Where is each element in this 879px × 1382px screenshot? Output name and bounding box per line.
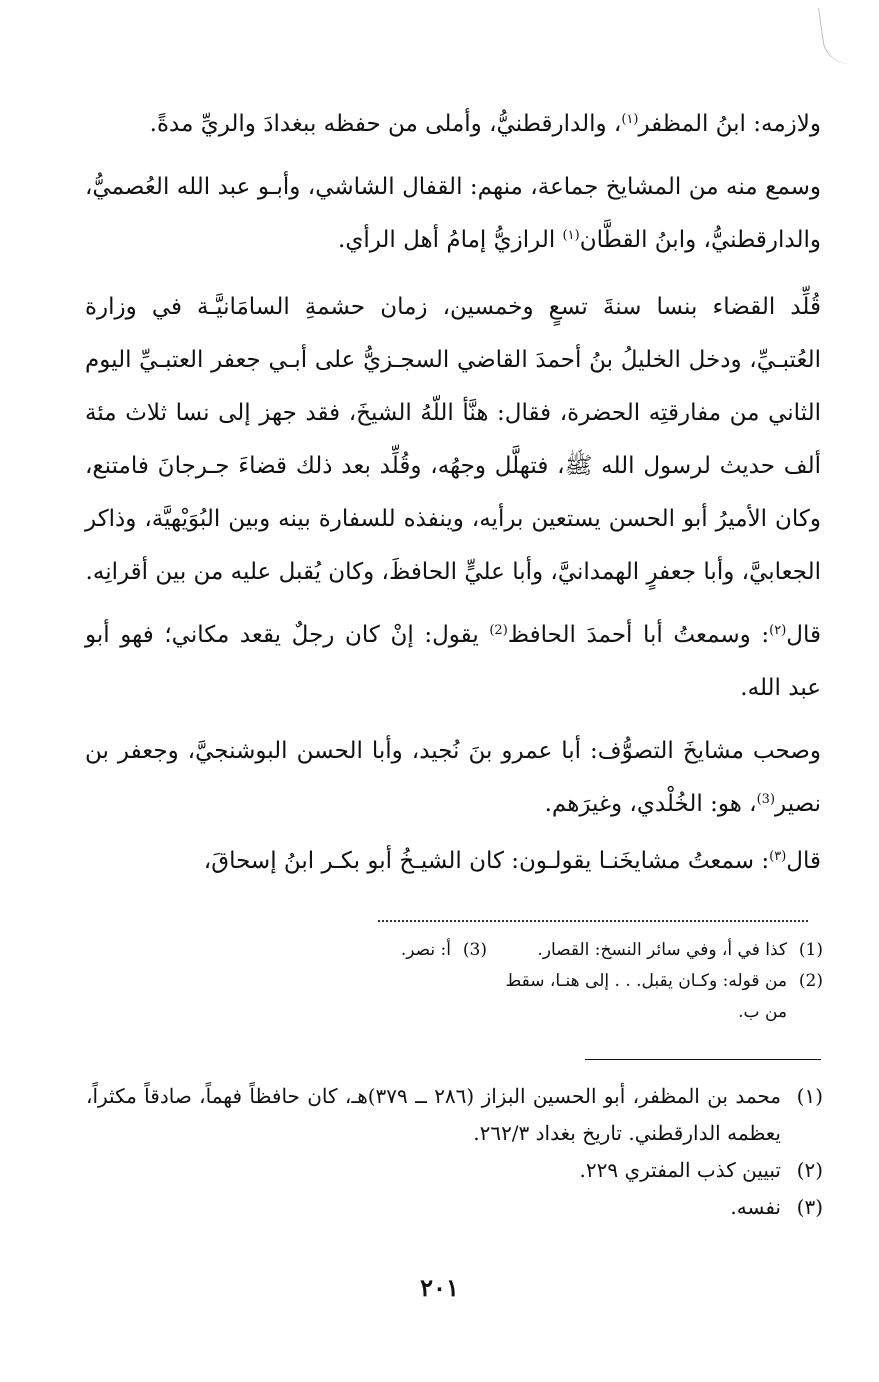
footnote-text: تبيين كذب المفتري ٢٢٩. — [579, 1158, 781, 1182]
footnote-number: (2) — [798, 971, 823, 991]
footnote-number: (٢) — [796, 1158, 823, 1182]
footnote-text: أ: نصر. — [400, 940, 451, 960]
footnote-ref: (١) — [562, 228, 580, 243]
footnote-text: محمد بن المظفر، أبو الحسين البزاز (٢٨٦ ــ ٣٧٩)هـ، كان حافظاً فهماً، صادقاً مكثراً، يعظمه الدارقطني. تاريخ بغداد ٢٦٢/٣. — [86, 1084, 782, 1145]
editor-footnote-row — [86, 935, 823, 966]
paragraph-4-text-mid: : وسمعتُ أبا أحمدَ الحافظ — [507, 622, 770, 648]
paragraph-6-text-end: : سمعتُ مشايخَنـا يقولـون: كان الشيـخُ أبو بكـر ابنُ إسحاقَ، — [203, 848, 770, 874]
footnote-number: (1) — [798, 940, 823, 960]
paragraph-6-text: قال — [786, 848, 821, 874]
footnote-text: نفسه. — [730, 1195, 781, 1219]
footnote-row — [86, 1152, 823, 1189]
footnote-separator — [585, 1059, 821, 1060]
page-footnotes — [86, 1078, 823, 1226]
page-number: ٢٠١ — [420, 1273, 459, 1302]
editor-footnote-row — [86, 966, 823, 997]
paragraph-4-text: قال — [786, 622, 821, 648]
paragraph-1-text-end: ، والدارقطنيُّ، وأملى من حفظه ببغدادَ والريِّ مدةً. — [149, 111, 622, 137]
paragraph-5 — [85, 725, 821, 831]
footnote-ref: (١) — [621, 112, 639, 127]
dotted-divider — [378, 920, 808, 922]
footnote-ref: (٣) — [769, 849, 787, 864]
footnote-ref: (٢) — [769, 623, 787, 638]
footnote-row — [86, 1189, 823, 1226]
footnote-text: كذا في أ، وفي سائر النسخ: القصار. — [537, 940, 787, 960]
paragraph-3: قُلِّد القضاء بنسا سنةَ تسعٍ وخمسين، زمان حشمةِ السامَانيَّـة في وزارة العُتبـيِّ، ودخل الخليلُ بنُ أحمدَ القاضي السجـزيُّ على أبـي جعفر العتبـيِّ اليوم الثاني من مفارقتِه الحضرة، فقال: هنَّأ اللّهُ الشيخَ، فقد جهز إلى نسا ثلاث مئة ألف حديث لرسول الله ﷺ، فتهلَّل وجهُه، وقُلِّد بعد ذلك قضاءَ جـرجانَ فامتنع، وكان الأميرُ أبو الحسن يستعين برأيه، وينفذه للسفارة بينه وبين البُوَيْهيَّة، وذاكر الجعابيَّ، وأبا جعفرٍ الهمدانيَّ، وأبا عليٍّ الحافظَ، وكان يُقبل عليه من بين أقرانِه. — [85, 294, 821, 585]
footnote-number: (3) — [462, 940, 487, 960]
paragraph-1 — [85, 98, 821, 151]
footnote-ref: (2) — [489, 623, 508, 638]
footnote-text-continued: من ب. — [738, 1002, 787, 1022]
main-text — [85, 98, 821, 888]
editor-footnote-row — [86, 997, 823, 1028]
page-corner-mark — [818, 4, 853, 67]
paragraph-1-text: ولازمه: ابنُ المظفر — [638, 111, 821, 137]
paragraph-6 — [85, 835, 821, 888]
paragraph-4-text-end: يقول: إنْ كان رجلٌ يقعد مكاني؛ فهو أبو عبد الله. — [85, 622, 821, 701]
paragraph-5-text: وصحب مشايخَ التصوُّف: أبا عمرو بنَ نُجيد، وأبا الحسن البوشنجيَّ، وجعفر بن نصير — [85, 738, 821, 817]
footnote-ref: (3) — [756, 792, 776, 807]
editor-footnotes — [86, 935, 823, 1028]
paragraph-2-text-end: الرازيُّ إمامُ أهل الرأي. — [338, 227, 563, 253]
footnote-text: من قوله: وكـان يقبل. . . إلى هنـا، سقط — [505, 971, 787, 991]
footnote-number: (٣) — [796, 1195, 823, 1219]
footnote-row — [86, 1078, 823, 1152]
paragraph-2-text: وسمع منه من المشايخ جماعة، منهم: القفال الشاشي، وأبـو عبد الله العُصميُّ، والدارقطنيُّ، وابنُ القطَّان — [85, 174, 821, 253]
paragraph-2 — [85, 161, 821, 267]
paragraph-4 — [85, 609, 821, 715]
footnote-number: (١) — [796, 1084, 823, 1108]
paragraph-5-text-end: ، هو: الخُلْدي، وغيرَهم. — [544, 791, 757, 817]
